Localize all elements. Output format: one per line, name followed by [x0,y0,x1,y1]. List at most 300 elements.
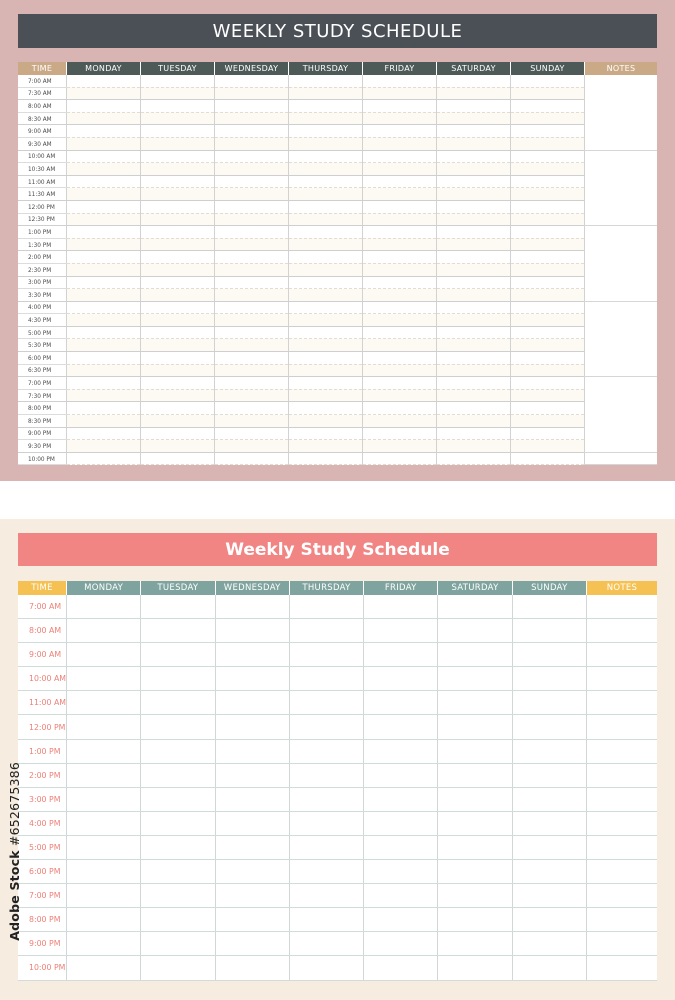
schedule-cell[interactable] [512,619,586,643]
schedule-cell[interactable] [364,811,438,835]
notes-cell[interactable] [587,643,658,667]
schedule-cell[interactable] [437,163,511,176]
schedule-cell[interactable] [67,226,141,239]
schedule-cell[interactable] [511,377,585,390]
schedule-cell[interactable] [512,811,586,835]
schedule-cell[interactable] [289,415,363,428]
schedule-cell[interactable] [512,691,586,715]
schedule-cell[interactable] [67,619,141,643]
schedule-cell[interactable] [67,415,141,428]
schedule-cell[interactable] [437,352,511,365]
schedule-cell[interactable] [289,238,363,251]
schedule-cell[interactable] [67,787,141,811]
schedule-cell[interactable] [511,213,585,226]
schedule-cell[interactable] [67,377,141,390]
schedule-cell[interactable] [364,956,438,980]
schedule-cell[interactable] [511,440,585,453]
schedule-cell[interactable] [289,811,363,835]
schedule-cell[interactable] [363,339,437,352]
schedule-cell[interactable] [512,595,586,619]
schedule-cell[interactable] [141,326,215,339]
schedule-cell[interactable] [289,667,363,691]
schedule-cell[interactable] [289,200,363,213]
schedule-cell[interactable] [289,289,363,302]
schedule-cell[interactable] [215,739,289,763]
schedule-cell[interactable] [215,860,289,884]
notes-cell[interactable] [585,150,658,226]
schedule-cell[interactable] [67,352,141,365]
schedule-cell[interactable] [67,87,141,100]
schedule-cell[interactable] [215,301,289,314]
schedule-cell[interactable] [289,263,363,276]
schedule-cell[interactable] [437,276,511,289]
schedule-cell[interactable] [215,667,289,691]
notes-cell[interactable] [587,739,658,763]
schedule-cell[interactable] [364,595,438,619]
schedule-cell[interactable] [511,125,585,138]
schedule-cell[interactable] [67,956,141,980]
schedule-cell[interactable] [438,739,512,763]
schedule-cell[interactable] [141,619,215,643]
schedule-cell[interactable] [215,276,289,289]
schedule-cell[interactable] [511,276,585,289]
schedule-cell[interactable] [141,715,215,739]
schedule-cell[interactable] [141,595,215,619]
schedule-cell[interactable] [364,643,438,667]
schedule-cell[interactable] [512,956,586,980]
schedule-cell[interactable] [363,100,437,113]
schedule-cell[interactable] [141,389,215,402]
schedule-cell[interactable] [215,427,289,440]
schedule-cell[interactable] [289,835,363,859]
schedule-cell[interactable] [437,200,511,213]
schedule-cell[interactable] [511,226,585,239]
schedule-cell[interactable] [289,739,363,763]
schedule-cell[interactable] [141,884,215,908]
schedule-cell[interactable] [215,200,289,213]
schedule-cell[interactable] [512,643,586,667]
schedule-cell[interactable] [511,452,585,465]
schedule-cell[interactable] [141,137,215,150]
schedule-cell[interactable] [215,188,289,201]
schedule-cell[interactable] [511,251,585,264]
schedule-cell[interactable] [215,314,289,327]
schedule-cell[interactable] [141,301,215,314]
schedule-cell[interactable] [364,763,438,787]
schedule-cell[interactable] [511,314,585,327]
schedule-cell[interactable] [215,932,289,956]
schedule-cell[interactable] [363,238,437,251]
schedule-cell[interactable] [215,226,289,239]
schedule-cell[interactable] [67,100,141,113]
schedule-cell[interactable] [141,213,215,226]
schedule-cell[interactable] [511,415,585,428]
schedule-cell[interactable] [363,352,437,365]
schedule-cell[interactable] [141,932,215,956]
schedule-cell[interactable] [215,238,289,251]
schedule-cell[interactable] [289,276,363,289]
notes-cell[interactable] [587,595,658,619]
schedule-cell[interactable] [438,619,512,643]
schedule-cell[interactable] [141,956,215,980]
schedule-cell[interactable] [289,301,363,314]
schedule-cell[interactable] [141,643,215,667]
schedule-cell[interactable] [438,787,512,811]
schedule-cell[interactable] [512,787,586,811]
schedule-cell[interactable] [289,314,363,327]
schedule-cell[interactable] [438,932,512,956]
schedule-cell[interactable] [67,276,141,289]
schedule-cell[interactable] [141,440,215,453]
schedule-cell[interactable] [511,364,585,377]
schedule-cell[interactable] [67,326,141,339]
schedule-cell[interactable] [437,427,511,440]
notes-cell[interactable] [587,811,658,835]
schedule-cell[interactable] [363,175,437,188]
schedule-cell[interactable] [141,364,215,377]
schedule-cell[interactable] [289,932,363,956]
schedule-cell[interactable] [67,763,141,787]
schedule-cell[interactable] [511,326,585,339]
schedule-cell[interactable] [363,188,437,201]
schedule-cell[interactable] [363,440,437,453]
schedule-cell[interactable] [67,452,141,465]
schedule-cell[interactable] [215,326,289,339]
schedule-cell[interactable] [289,137,363,150]
schedule-cell[interactable] [215,125,289,138]
schedule-cell[interactable] [67,667,141,691]
schedule-cell[interactable] [437,263,511,276]
schedule-cell[interactable] [437,112,511,125]
notes-cell[interactable] [587,908,658,932]
schedule-cell[interactable] [511,150,585,163]
schedule-cell[interactable] [67,125,141,138]
schedule-cell[interactable] [289,112,363,125]
schedule-cell[interactable] [289,402,363,415]
schedule-cell[interactable] [141,75,215,87]
schedule-cell[interactable] [364,691,438,715]
schedule-cell[interactable] [141,226,215,239]
schedule-cell[interactable] [289,352,363,365]
schedule-cell[interactable] [438,811,512,835]
schedule-cell[interactable] [289,75,363,87]
schedule-cell[interactable] [363,75,437,87]
schedule-cell[interactable] [215,87,289,100]
schedule-cell[interactable] [67,137,141,150]
schedule-cell[interactable] [67,263,141,276]
schedule-cell[interactable] [141,787,215,811]
schedule-cell[interactable] [437,137,511,150]
schedule-cell[interactable] [289,884,363,908]
schedule-cell[interactable] [141,402,215,415]
schedule-cell[interactable] [67,884,141,908]
schedule-cell[interactable] [363,452,437,465]
schedule-cell[interactable] [511,75,585,87]
schedule-cell[interactable] [141,263,215,276]
schedule-cell[interactable] [215,643,289,667]
schedule-cell[interactable] [438,643,512,667]
notes-cell[interactable] [587,932,658,956]
schedule-cell[interactable] [437,452,511,465]
schedule-cell[interactable] [512,715,586,739]
schedule-cell[interactable] [364,619,438,643]
schedule-cell[interactable] [437,402,511,415]
schedule-cell[interactable] [141,251,215,264]
schedule-cell[interactable] [512,667,586,691]
schedule-cell[interactable] [437,314,511,327]
schedule-cell[interactable] [364,932,438,956]
schedule-cell[interactable] [511,200,585,213]
schedule-cell[interactable] [141,377,215,390]
schedule-cell[interactable] [141,427,215,440]
schedule-cell[interactable] [141,811,215,835]
schedule-cell[interactable] [67,643,141,667]
schedule-cell[interactable] [363,213,437,226]
schedule-cell[interactable] [141,339,215,352]
schedule-cell[interactable] [141,739,215,763]
schedule-cell[interactable] [289,226,363,239]
schedule-cell[interactable] [363,87,437,100]
schedule-cell[interactable] [437,213,511,226]
schedule-cell[interactable] [437,75,511,87]
schedule-cell[interactable] [215,137,289,150]
notes-cell[interactable] [585,452,658,465]
notes-cell[interactable] [585,75,658,150]
schedule-cell[interactable] [512,835,586,859]
schedule-cell[interactable] [141,415,215,428]
schedule-cell[interactable] [67,188,141,201]
notes-cell[interactable] [587,763,658,787]
schedule-cell[interactable] [364,908,438,932]
schedule-cell[interactable] [215,440,289,453]
schedule-cell[interactable] [215,263,289,276]
schedule-cell[interactable] [363,200,437,213]
schedule-cell[interactable] [215,811,289,835]
schedule-cell[interactable] [363,326,437,339]
schedule-cell[interactable] [67,150,141,163]
schedule-cell[interactable] [67,175,141,188]
schedule-cell[interactable] [141,289,215,302]
schedule-cell[interactable] [215,884,289,908]
schedule-cell[interactable] [289,452,363,465]
schedule-cell[interactable] [67,811,141,835]
schedule-cell[interactable] [289,188,363,201]
schedule-cell[interactable] [67,314,141,327]
schedule-cell[interactable] [438,691,512,715]
schedule-cell[interactable] [363,301,437,314]
schedule-cell[interactable] [215,452,289,465]
schedule-cell[interactable] [437,364,511,377]
schedule-cell[interactable] [511,163,585,176]
notes-cell[interactable] [587,884,658,908]
schedule-cell[interactable] [215,389,289,402]
schedule-cell[interactable] [364,860,438,884]
schedule-cell[interactable] [67,301,141,314]
schedule-cell[interactable] [364,884,438,908]
schedule-cell[interactable] [437,326,511,339]
schedule-cell[interactable] [215,75,289,87]
notes-cell[interactable] [587,787,658,811]
schedule-cell[interactable] [512,884,586,908]
schedule-cell[interactable] [511,402,585,415]
schedule-cell[interactable] [67,427,141,440]
schedule-cell[interactable] [289,860,363,884]
schedule-cell[interactable] [511,175,585,188]
schedule-cell[interactable] [289,163,363,176]
schedule-cell[interactable] [215,289,289,302]
schedule-cell[interactable] [141,188,215,201]
schedule-cell[interactable] [67,213,141,226]
schedule-cell[interactable] [364,835,438,859]
schedule-cell[interactable] [289,175,363,188]
schedule-cell[interactable] [289,643,363,667]
notes-cell[interactable] [587,715,658,739]
schedule-cell[interactable] [141,112,215,125]
schedule-cell[interactable] [363,137,437,150]
schedule-cell[interactable] [512,860,586,884]
schedule-cell[interactable] [437,87,511,100]
schedule-cell[interactable] [215,691,289,715]
schedule-cell[interactable] [141,314,215,327]
schedule-cell[interactable] [215,213,289,226]
notes-cell[interactable] [587,860,658,884]
schedule-cell[interactable] [141,667,215,691]
schedule-cell[interactable] [364,739,438,763]
schedule-cell[interactable] [438,835,512,859]
schedule-cell[interactable] [289,389,363,402]
schedule-cell[interactable] [289,326,363,339]
schedule-cell[interactable] [67,163,141,176]
schedule-cell[interactable] [511,100,585,113]
schedule-cell[interactable] [215,163,289,176]
schedule-cell[interactable] [363,364,437,377]
schedule-cell[interactable] [289,763,363,787]
schedule-cell[interactable] [141,200,215,213]
schedule-cell[interactable] [215,595,289,619]
schedule-cell[interactable] [363,251,437,264]
notes-cell[interactable] [585,301,658,377]
schedule-cell[interactable] [67,691,141,715]
schedule-cell[interactable] [363,427,437,440]
schedule-cell[interactable] [215,619,289,643]
schedule-cell[interactable] [215,364,289,377]
notes-cell[interactable] [587,956,658,980]
schedule-cell[interactable] [215,352,289,365]
schedule-cell[interactable] [512,908,586,932]
schedule-cell[interactable] [67,932,141,956]
schedule-cell[interactable] [437,389,511,402]
schedule-cell[interactable] [437,415,511,428]
schedule-cell[interactable] [438,595,512,619]
schedule-cell[interactable] [67,112,141,125]
schedule-cell[interactable] [215,150,289,163]
schedule-cell[interactable] [363,314,437,327]
schedule-cell[interactable] [141,238,215,251]
schedule-cell[interactable] [215,715,289,739]
notes-cell[interactable] [587,691,658,715]
schedule-cell[interactable] [511,137,585,150]
schedule-cell[interactable] [67,908,141,932]
schedule-cell[interactable] [141,908,215,932]
schedule-cell[interactable] [511,339,585,352]
schedule-cell[interactable] [67,595,141,619]
notes-cell[interactable] [585,226,658,302]
schedule-cell[interactable] [289,787,363,811]
schedule-cell[interactable] [363,389,437,402]
schedule-cell[interactable] [289,213,363,226]
schedule-cell[interactable] [511,238,585,251]
schedule-cell[interactable] [363,125,437,138]
schedule-cell[interactable] [511,289,585,302]
schedule-cell[interactable] [141,452,215,465]
schedule-cell[interactable] [67,289,141,302]
schedule-cell[interactable] [215,956,289,980]
schedule-cell[interactable] [438,956,512,980]
schedule-cell[interactable] [289,125,363,138]
schedule-cell[interactable] [289,715,363,739]
schedule-cell[interactable] [289,908,363,932]
schedule-cell[interactable] [67,389,141,402]
schedule-cell[interactable] [363,289,437,302]
schedule-cell[interactable] [215,908,289,932]
schedule-cell[interactable] [289,150,363,163]
schedule-cell[interactable] [141,87,215,100]
schedule-cell[interactable] [364,715,438,739]
schedule-cell[interactable] [215,377,289,390]
schedule-cell[interactable] [215,100,289,113]
schedule-cell[interactable] [511,263,585,276]
schedule-cell[interactable] [437,301,511,314]
schedule-cell[interactable] [437,125,511,138]
schedule-cell[interactable] [215,415,289,428]
schedule-cell[interactable] [511,427,585,440]
schedule-cell[interactable] [511,87,585,100]
schedule-cell[interactable] [67,715,141,739]
schedule-cell[interactable] [511,389,585,402]
schedule-cell[interactable] [289,956,363,980]
schedule-cell[interactable] [437,251,511,264]
schedule-cell[interactable] [215,251,289,264]
schedule-cell[interactable] [141,100,215,113]
schedule-cell[interactable] [437,175,511,188]
schedule-cell[interactable] [215,339,289,352]
schedule-cell[interactable] [141,763,215,787]
schedule-cell[interactable] [67,402,141,415]
schedule-cell[interactable] [215,112,289,125]
schedule-cell[interactable] [141,150,215,163]
schedule-cell[interactable] [363,415,437,428]
schedule-cell[interactable] [437,289,511,302]
schedule-cell[interactable] [289,691,363,715]
schedule-cell[interactable] [67,200,141,213]
schedule-cell[interactable] [215,835,289,859]
schedule-cell[interactable] [437,238,511,251]
schedule-cell[interactable] [511,112,585,125]
schedule-cell[interactable] [437,377,511,390]
schedule-cell[interactable] [438,860,512,884]
schedule-cell[interactable] [512,739,586,763]
schedule-cell[interactable] [289,595,363,619]
notes-cell[interactable] [585,377,658,453]
schedule-cell[interactable] [141,163,215,176]
schedule-cell[interactable] [363,263,437,276]
schedule-cell[interactable] [141,835,215,859]
schedule-cell[interactable] [511,188,585,201]
schedule-cell[interactable] [437,188,511,201]
schedule-cell[interactable] [289,87,363,100]
schedule-cell[interactable] [67,238,141,251]
schedule-cell[interactable] [141,691,215,715]
